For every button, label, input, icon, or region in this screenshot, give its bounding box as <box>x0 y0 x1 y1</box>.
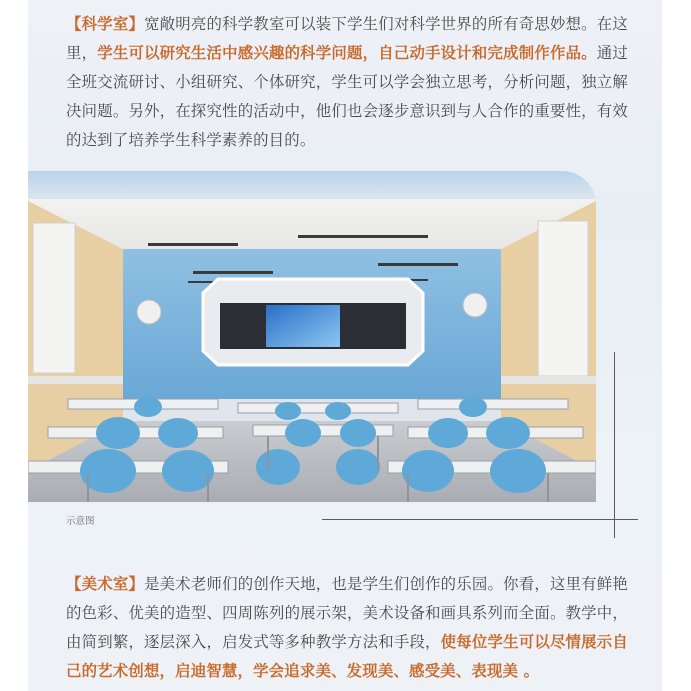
science-room-paragraph <box>66 10 628 155</box>
science-room-text-b: 通过全班交流研讨、小组研究、个体研究，学生可以学会独立思考，分析问题，独立解决问题。另外，在探究性的活动中，他们也会逐步意识到与人合作的重要性，有效的达到了培养学生科学素养的目的。 <box>66 44 628 149</box>
decorative-horizontal-line <box>322 519 638 520</box>
art-room-paragraph <box>66 570 628 686</box>
science-classroom-photo <box>28 171 596 502</box>
photo-caption: 示意图 <box>66 516 95 527</box>
decorative-vertical-line <box>614 352 615 538</box>
science-room-highlight: 学生可以研究生活中感兴趣的科学问题，自己动手设计和完成制作作品。 <box>97 44 597 62</box>
art-room-highlight: 使每位学生可以尽情展示自己的艺术创想，启迪智慧，学会追求美、发现美、感受美、表现美 。 <box>66 633 628 680</box>
art-room-text-a: 是美术老师们的创作天地，也是学生们创作的乐园。你看，这里有鲜艳的色彩、优美的造型、四周陈列的展示架，美术设备和画具系列而全面。教学中，由简到繁，逐层深入，启发式等多种教学方法和手段， <box>66 575 628 651</box>
art-room-tag: 【美术室】 <box>66 575 145 593</box>
science-room-tag: 【科学室】 <box>66 15 145 33</box>
science-room-text-a: 宽敞明亮的科学教室可以装下学生们对科学世界的所有奇思妙想。在这里， <box>66 15 628 62</box>
